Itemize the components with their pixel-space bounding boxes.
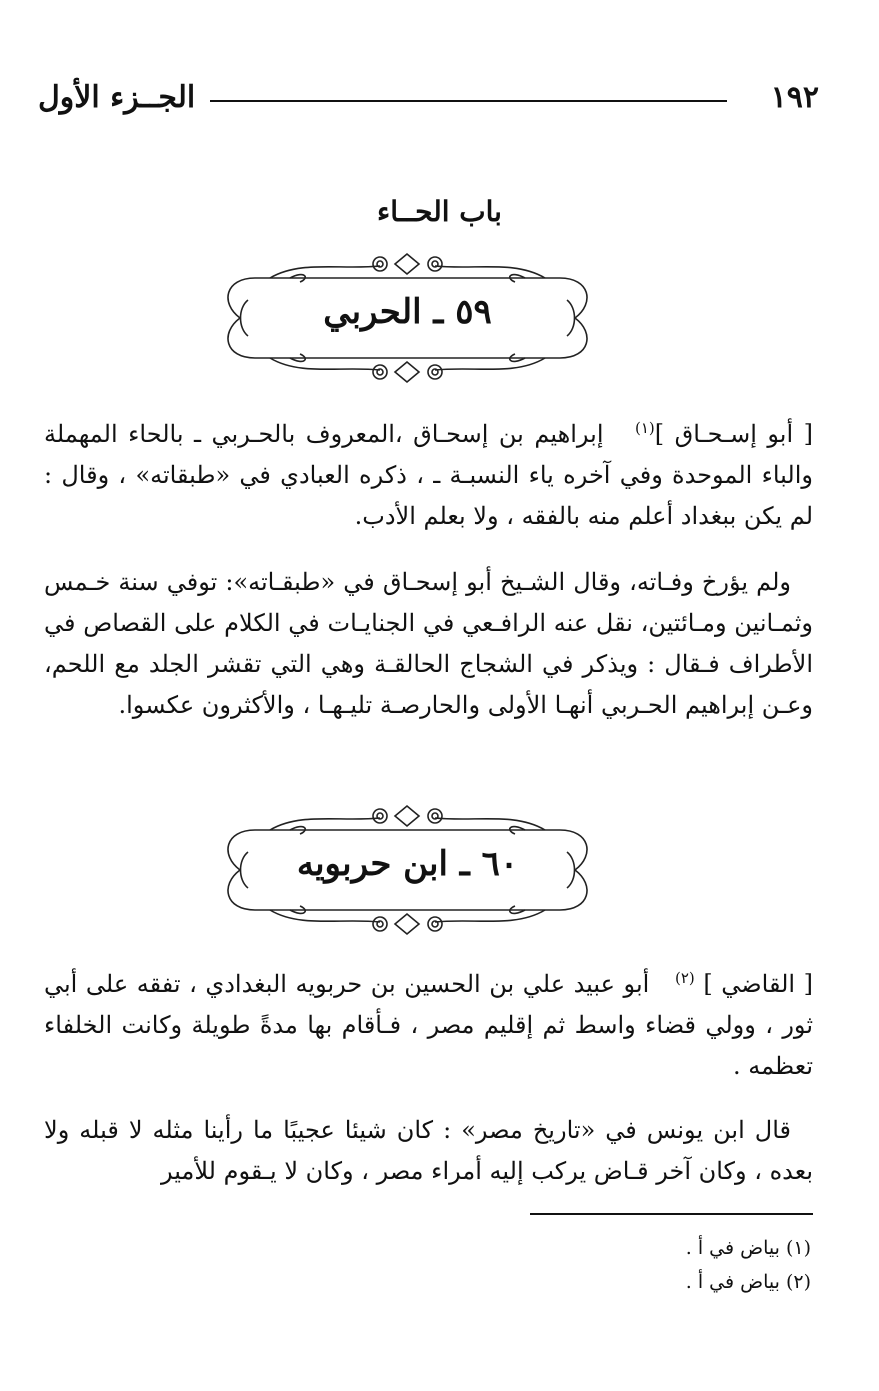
entry-label: [ أبو إسـحـاق ] [654,420,814,448]
entry-paragraph [44,1110,813,1192]
footnote-ref: (١) [634,419,655,437]
chapter-title: باب الحــاء [377,195,502,228]
entry-heading-frame [210,248,605,388]
entry-paragraph [44,964,813,1087]
running-title: الجــزء الأول [38,80,196,115]
header-rule [210,100,727,102]
page-header [38,78,819,122]
page-number: ١٩٢ [770,80,819,115]
footnote-rule [530,1213,813,1215]
entry-heading: ٥٩ ـ الحربي [323,292,492,332]
entry-label: [ القاضي ] [703,970,813,998]
paragraph-text: قال ابن يونس في «تاريخ مصر» : كان شيئا عجيبًا ما رأينا مثله لا قبله ولا بعده ، وكان آخر قـاض يركب إليه أمراء مصر ، وكان لا يـقوم للأمير [44,1116,813,1185]
entry-paragraph [44,562,813,726]
paragraph-text: إبراهيم بن إسحـاق ،المعروف بالحـربي ـ بالحاء المهملة والباء الموحدة وفي آخره ياء النسبـة ـ ، ذكره العبادي في «طبقاته» ، وقال : لم يكن ببغداد أعلم منه بالفقه ، ولا بعلم الأدب. [44,420,813,530]
entry-paragraph [44,414,813,537]
entry-heading: ٦٠ ـ ابن حربويه [296,844,519,884]
footnote: (١) بياض في أ . [685,1237,811,1259]
footnote-ref: (٢) [674,969,695,987]
entry-heading-frame [210,800,605,940]
paragraph-text: أبو عبيد علي بن الحسين بن حربويه البغدادي ، تفقه على أبي ثور ، وولي قضاء واسط ثم إقليم مصر ، فـأقام بها مدةً طويلة وكانت الخلفاء تعظمه . [44,970,813,1080]
footnote: (٢) بياض في أ . [685,1271,811,1293]
paragraph-text: ولم يؤرخ وفـاته، وقال الشـيخ أبو إسحـاق في «طبقـاته»: توفي سنة خـمس وثمـانين ومـائتين، نقل عنه الرافـعي في الجنايـات في الكلام على القصاص في الأطراف فـقال : ويذكر في الشجاج الحالقـة وهي التي تقشر الجلد مع اللحم، وعـن إبراهيم الحـربي أنهـا الأولى والحارصـة تليـهـا ، والأكثرون عكسوا. [44,568,813,719]
